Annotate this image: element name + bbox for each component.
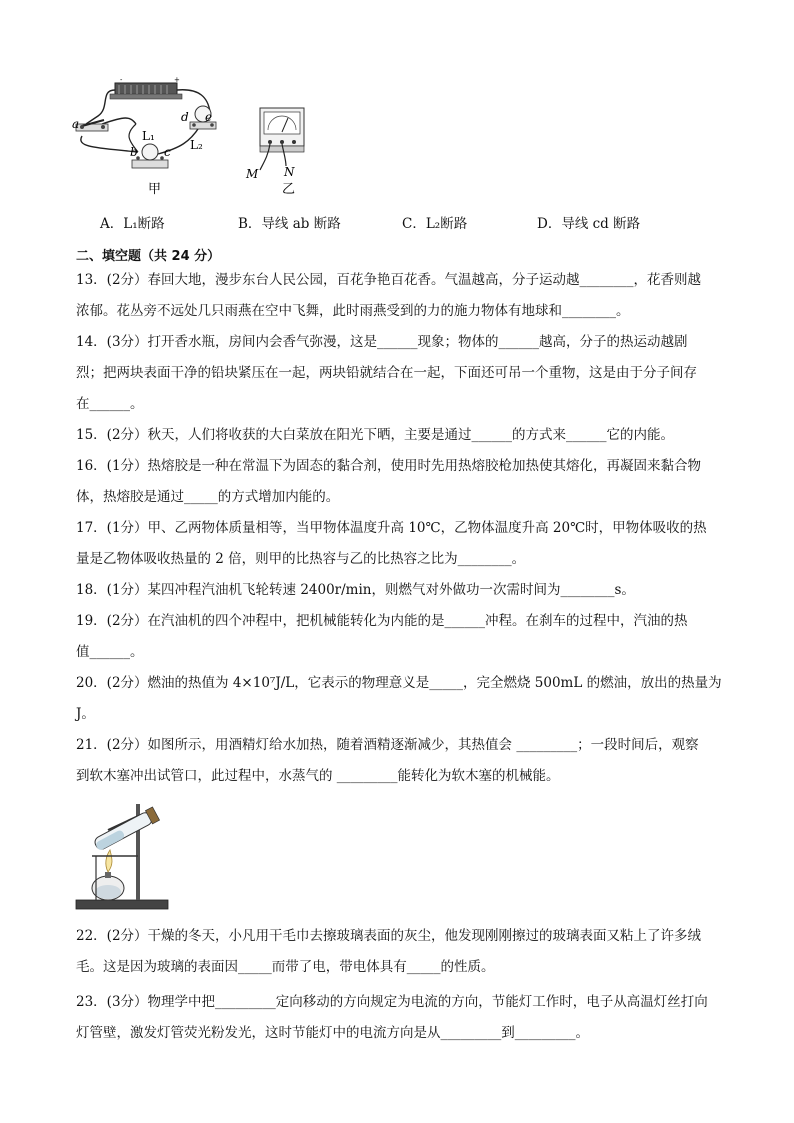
text-line: 到软木塞冲出试管口，此过程中，水蒸气的 _________能转化为软木塞的机械能。 <box>76 768 560 784</box>
text-line: 量是乙物体吸收热量的 2 倍，则甲的比热容与乙的比热容之比为________。 <box>76 551 526 567</box>
meter-diagram <box>240 100 320 200</box>
circuit-diagram <box>70 76 230 200</box>
label-n: N <box>284 165 295 179</box>
text-line: 17．(1分）甲、乙两物体质量相等，当甲物体温度升高 10℃，乙物体温度升高 20℃时，甲物体吸收的热 <box>76 520 707 536</box>
text-line: 16．(1分）热熔胶是一种在常温下为固态的黏合剂，使用时先用热熔胶枪加热使其熔化，再凝固来黏合物 <box>76 458 702 474</box>
figure-caption-jia: 甲 <box>148 182 162 197</box>
text-line: 20．(2分）燃油的热值为 4×10⁷J/L，它表示的物理意义是_____，完全燃烧 500mL 的燃油，放出的热量为 <box>76 675 722 691</box>
text-line: J。 <box>76 706 95 722</box>
label-d: d <box>181 110 189 124</box>
option-b: B．导线 ab 断路 <box>238 216 341 232</box>
option-a: A．L₁断路 <box>100 216 165 232</box>
text-line: 浓郁。花丛旁不远处几只雨燕在空中飞舞，此时雨燕受到的力的施力物体有地球和________。 <box>76 303 630 319</box>
text-line: 毛。这是因为玻璃的表面因_____而带了电，带电体具有_____的性质。 <box>76 959 495 975</box>
text-line: 22．(2分）干燥的冬天，小凡用干毛巾去擦玻璃表面的灰尘，他发现刚刚擦过的玻璃表面又粘上了许多绒 <box>76 928 702 944</box>
switch <box>76 120 108 131</box>
text-line: 灯管壁，激发灯管荧光粉发光，这时节能灯中的电流方向是从_________到_________。 <box>76 1025 589 1041</box>
label-a: a <box>72 117 80 131</box>
text-line: 23．(3分）物理学中把_________定向移动的方向规定为电流的方向，节能灯工作时，电子从高温灯丝打向 <box>76 994 708 1010</box>
label-l2: L₂ <box>190 138 203 152</box>
battery-plus-label: + <box>174 76 180 84</box>
text-line: 21．(2分）如图所示，用酒精灯给水加热，随着酒精逐渐减少，其热值会 _________；一段时间后，观察 <box>76 737 699 753</box>
label-l1: L₁ <box>142 129 155 143</box>
battery-minus-label: - <box>120 76 123 84</box>
text-line: 13．(2分）春回大地，漫步东台人民公园，百花争艳百花香。气温越高，分子运动越________，花香则越 <box>76 272 702 288</box>
alcohol-lamp <box>92 850 124 900</box>
text-line: 18．(1分）某四冲程汽油机飞轮转速 2400r/min，则燃气对外做功一次需时间为________s。 <box>76 582 635 598</box>
label-c: c <box>164 145 171 159</box>
text-line: 15．(2分）秋天，人们将收获的大白菜放在阳光下晒，主要是通过______的方式来______它的内能。 <box>76 427 675 443</box>
text-line: 19．(2分）在汽油机的四个冲程中，把机械能转化为内能的是______冲程。在刹车的过程中，汽油的热 <box>76 613 688 629</box>
text-line: 14．(3分）打开香水瓶，房间内会香气弥漫，这是______现象；物体的______越高，分子的热运动越剧 <box>76 334 688 350</box>
test-tube <box>92 807 159 852</box>
label-b: b <box>130 145 138 159</box>
option-c: C．L₂断路 <box>402 216 468 232</box>
heating-apparatus-diagram <box>74 800 174 915</box>
text-line: 烈；把两块表面干净的铅块紧压在一起，两块铅就结合在一起，下面还可吊一个重物，这是由于分子间存 <box>76 365 697 381</box>
label-e: e <box>205 110 213 124</box>
text-line: 值______。 <box>76 644 144 660</box>
figure-caption-yi: 乙 <box>282 182 296 197</box>
text-line: 在______。 <box>76 396 144 412</box>
option-d: D．导线 cd 断路 <box>537 216 641 232</box>
section-title: 二、填空题（共 24 分） <box>76 249 221 264</box>
text-line: 体，热熔胶是通过_____的方式增加内能的。 <box>76 489 340 505</box>
label-m: M <box>246 167 259 181</box>
